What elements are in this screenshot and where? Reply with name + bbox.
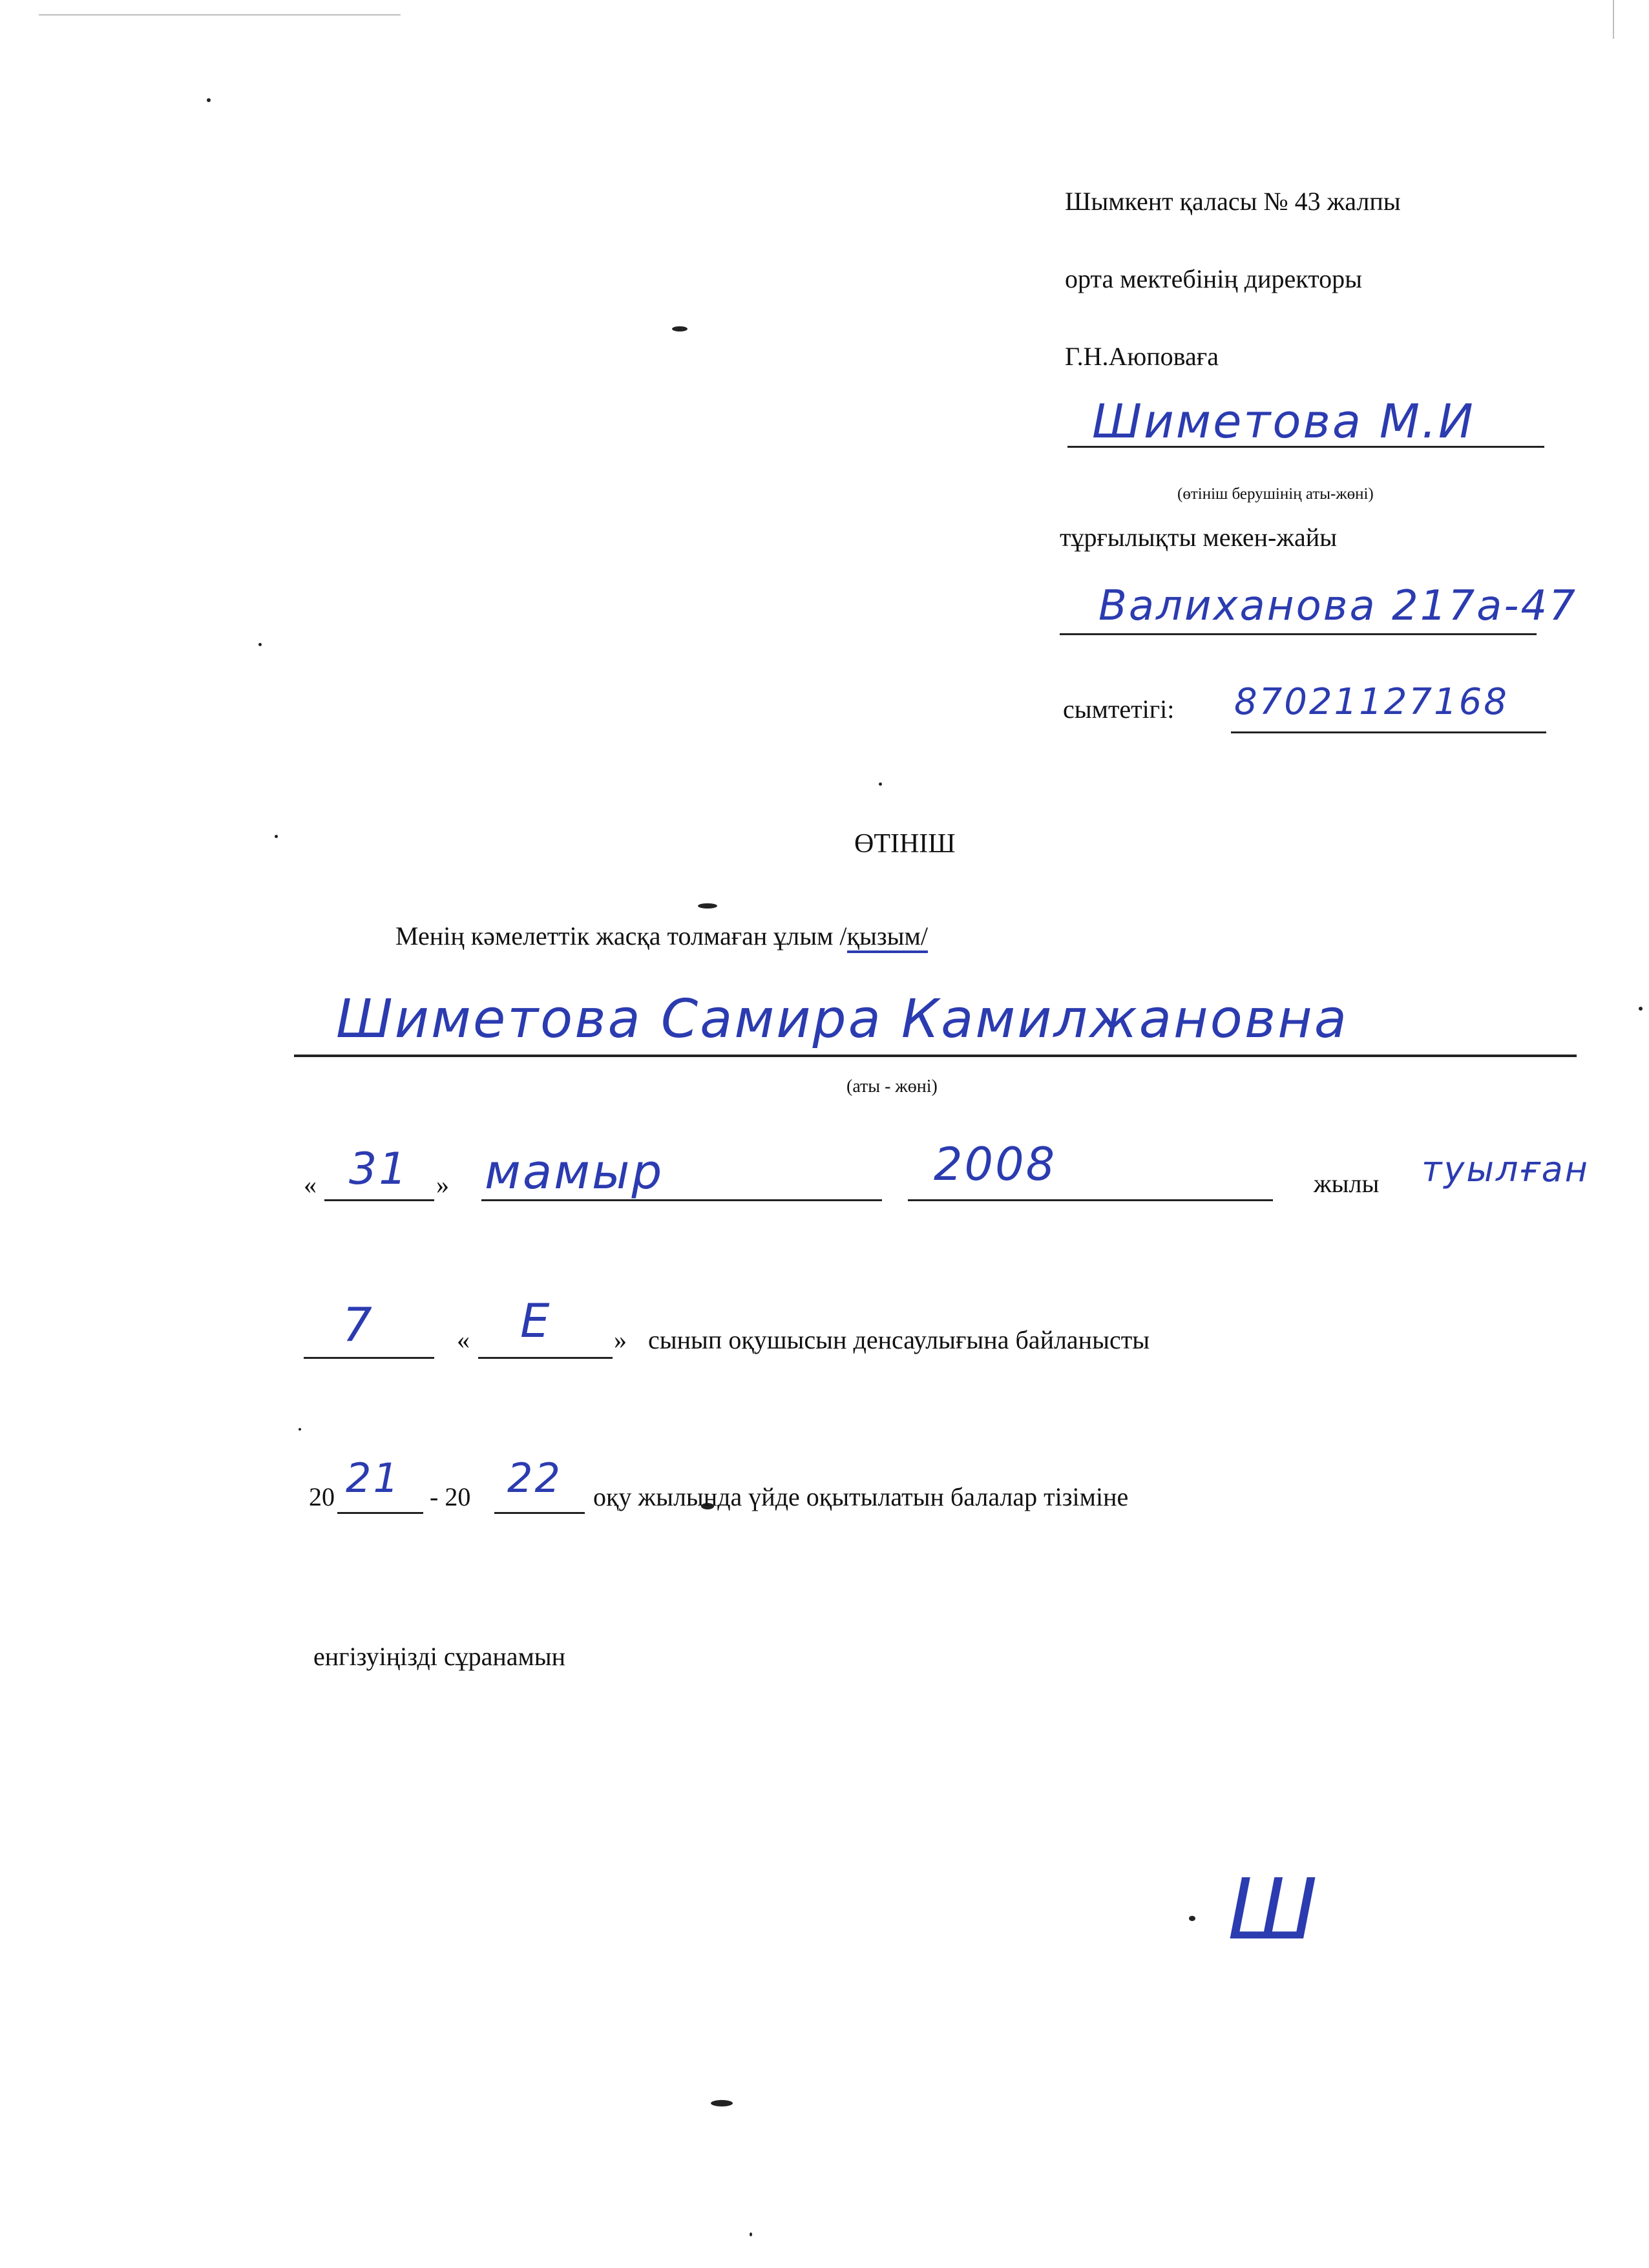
year-to-handwriting: 22	[507, 1454, 562, 1502]
grade-text: сынып оқушысын денсаулығына байланысты	[648, 1325, 1150, 1354]
final-text: енгізуіңізді сұранамын	[313, 1642, 566, 1671]
body-line-1-daughter: қызым/	[847, 921, 928, 953]
child-name-handwriting: Шиметова Самира Камилжановна	[336, 989, 1349, 1050]
applicant-name-handwriting: Шиметова М.И	[1092, 394, 1475, 448]
scan-speck	[672, 326, 688, 331]
scan-speck	[258, 643, 262, 646]
addressee-line-1: Шымкент қаласы № 43 жалпы	[1065, 187, 1401, 216]
scan-speck	[299, 1428, 301, 1431]
year-from-handwriting: 21	[346, 1454, 401, 1502]
born-handwriting: туылған	[1422, 1149, 1590, 1190]
year-separator: - 20	[430, 1482, 471, 1511]
scan-speck	[1189, 1916, 1195, 1921]
address-handwriting: Валиханова 217а-47	[1098, 582, 1577, 630]
birth-month-handwriting: мамыр	[485, 1144, 664, 1200]
phone-handwriting: 87021127168	[1234, 681, 1509, 723]
class-close-quote: »	[614, 1325, 627, 1354]
scan-speck	[750, 2232, 752, 2236]
signature-handwriting: Ш	[1228, 1860, 1318, 1958]
year-word: жылы	[1314, 1169, 1380, 1198]
year-text: оқу жылында үйде оқытылатын балалар тізіміне	[593, 1482, 1129, 1511]
scan-speck	[275, 835, 278, 838]
addressee-line-3: Г.Н.Аюповаға	[1065, 342, 1219, 371]
body-line-1	[395, 921, 928, 952]
scan-speck	[207, 98, 211, 102]
class-letter-handwriting: Е	[520, 1294, 552, 1348]
child-name-line	[294, 1055, 1577, 1057]
scan-edge-top-right	[1613, 0, 1614, 39]
scan-speck	[1639, 1007, 1643, 1011]
scan-edge-top-left	[39, 14, 401, 16]
year-prefix: 20	[309, 1482, 335, 1511]
birth-open-quote: «	[304, 1170, 317, 1199]
birth-year-handwriting: 2008	[934, 1138, 1057, 1191]
class-open-quote: «	[457, 1325, 470, 1354]
scan-speck	[711, 2100, 733, 2106]
applicant-name-caption: (өтініш берушінің аты-жөні)	[1177, 485, 1374, 503]
addressee-line-2: орта мектебінің директоры	[1065, 264, 1363, 293]
phone-label: сымтетігі:	[1063, 695, 1175, 724]
birth-day-handwriting: 31	[349, 1144, 409, 1195]
child-name-caption: (аты - жөні)	[846, 1076, 938, 1097]
grade-handwriting: 7	[342, 1297, 374, 1352]
scan-speck	[879, 782, 882, 786]
address-label: тұрғылықты мекен-жайы	[1060, 523, 1338, 552]
body-line-1-text: Менің кәмелеттік жасқа толмаған ұлым /	[395, 921, 847, 950]
document-title: ӨТІНІШ	[854, 829, 956, 859]
birth-close-quote: »	[436, 1170, 449, 1199]
scan-speck	[698, 903, 717, 908]
